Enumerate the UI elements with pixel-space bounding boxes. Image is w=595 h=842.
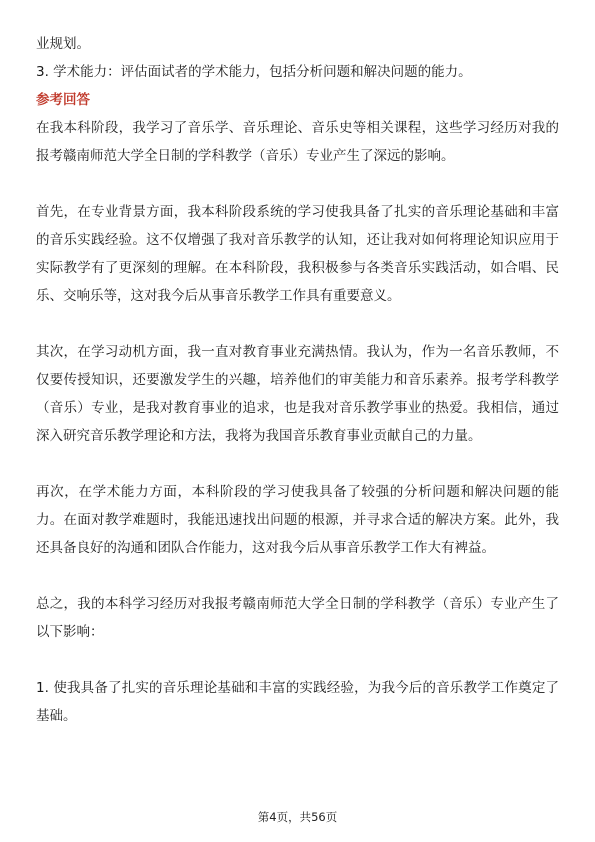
- document-body: [36, 30, 559, 730]
- paragraph-spacer: [36, 310, 559, 338]
- paragraph-spacer: [36, 450, 559, 478]
- paragraph-spacer: [36, 170, 559, 198]
- criteria-item-3: 3. 学术能力：评估面试者的学术能力，包括分析问题和解决问题的能力。: [36, 64, 472, 80]
- paragraph-spacer: [36, 562, 559, 590]
- paragraph-second: 其次，在学习动机方面，我一直对教育事业充满热情。我认为，作为一名音乐教师，不仅要传授知识，还要激发学生的兴趣，培养他们的审美能力和音乐素养。报考学科教学（音乐）专业，是我对教育事业的追求，也是我对音乐教学事业的热爱。我相信，通过深入研究音乐教学理论和方法，我将为我国音乐教育事业贡献自己的力量。: [36, 344, 559, 444]
- paragraph-spacer: [36, 646, 559, 674]
- page-number: 第4页，共56页: [257, 810, 338, 824]
- answer-heading: 参考回答: [36, 92, 90, 108]
- summary-item-1: 1. 使我具备了扎实的音乐理论基础和丰富的实践经验，为我今后的音乐教学工作奠定了基础。: [36, 680, 559, 724]
- paragraph-third: 再次，在学术能力方面，本科阶段的学习使我具备了较强的分析问题和解决问题的能力。在面对教学难题时，我能迅速找出问题的根源，并寻求合适的解决方案。此外，我还具备良好的沟通和团队合作能力，这对我今后从事音乐教学工作大有裨益。: [36, 484, 559, 556]
- paragraph-summary: 总之，我的本科学习经历对我报考赣南师范大学全日制的学科教学（音乐）专业产生了以下影响：: [36, 596, 559, 640]
- paragraph-first: 首先，在专业背景方面，我本科阶段系统的学习使我具备了扎实的音乐理论基础和丰富的音乐实践经验。这不仅增强了我对音乐教学的认知，还让我对如何将理论知识应用于实际教学有了更深刻的理解。在本科阶段，我积极参与各类音乐实践活动，如合唱、民乐、交响乐等，这对我今后从事音乐教学工作具有重要意义。: [36, 204, 559, 304]
- paragraph-intro: 在我本科阶段，我学习了音乐学、音乐理论、音乐史等相关课程，这些学习经历对我的报考赣南师范大学全日制的学科教学（音乐）专业产生了深远的影响。: [36, 120, 559, 164]
- continued-line: 业规划。: [36, 36, 90, 52]
